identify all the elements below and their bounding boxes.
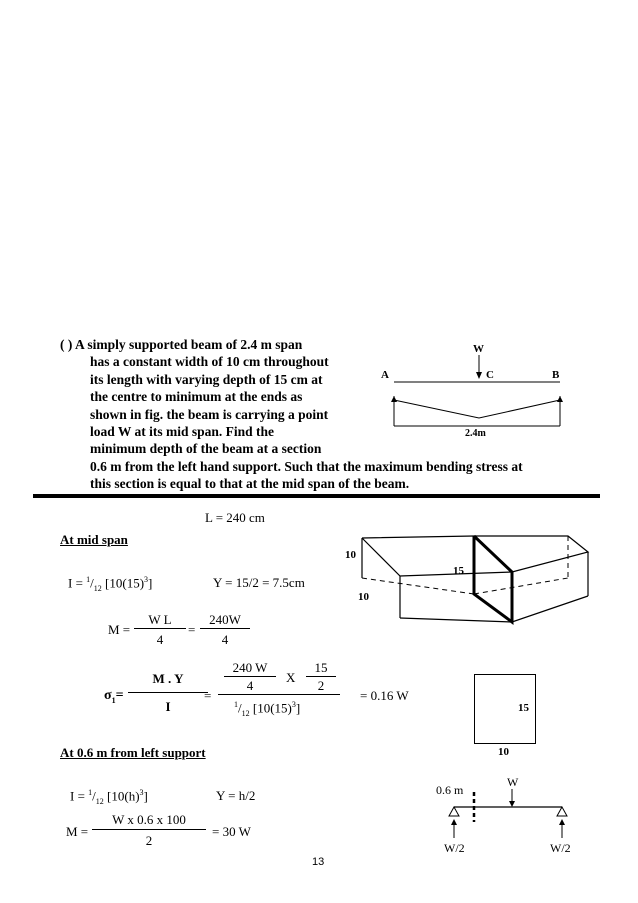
- ratio-num-c: 15: [314, 660, 328, 675]
- moment2-den: 4: [221, 632, 229, 647]
- moment3-num: W x 0.6 x 100: [112, 812, 186, 827]
- ratio-num-d: 2: [317, 678, 325, 693]
- beam-label-c: C: [486, 369, 494, 381]
- length-line: L = 240 cm: [205, 510, 265, 525]
- problem-line-9: this section is equal to that at the mid span of the beam.: [90, 476, 410, 492]
- problem-line-4: the centre to minimum at the ends as: [90, 389, 303, 405]
- ratio-bar-a: [224, 676, 276, 677]
- midspan-heading: At mid span: [60, 532, 128, 547]
- right-reaction-label: W/2: [550, 841, 571, 855]
- moment-fraction-bar: [134, 628, 186, 629]
- box-label-mid: 15: [453, 565, 464, 577]
- problem-line-8: 0.6 m from the left hand support. Such that the maximum bending stress at: [90, 458, 523, 474]
- page-number: 13: [312, 856, 325, 868]
- moment3-den: 2: [145, 833, 153, 848]
- right-support-arrow: [557, 396, 563, 402]
- moment2-num: 240W: [209, 612, 241, 627]
- box-hidden-1: [362, 578, 474, 594]
- beam-label-a: A: [381, 369, 389, 381]
- inertia-section: $I = ^1/_{12}$ $[10(h)^3]$: [70, 788, 148, 806]
- ratio-num-b: 4: [246, 678, 254, 693]
- ratio-main-bar: [218, 694, 340, 695]
- problem-line-6: load W at its mid span. Find the: [90, 424, 275, 440]
- beam-figure: [370, 338, 590, 443]
- sigma-symbol: $\sigma_1=$: [104, 688, 124, 705]
- moment2-fraction-bar: [200, 628, 250, 629]
- left-support-arrow: [391, 396, 397, 402]
- problem-line-2: has a constant width of 10 cm throughout: [90, 354, 329, 370]
- problem-line-1: ( ) A simply supported beam of 2.4 m span: [60, 337, 303, 352]
- sigma-den: I: [165, 699, 171, 714]
- y-mid: Y = 15/2 = 7.5cm: [213, 575, 305, 590]
- span-label: 2.4m: [465, 428, 486, 439]
- section-heading: At 0.6 m from left support: [60, 745, 206, 760]
- problem-line-3: its length with varying depth of 15 cm at: [90, 371, 323, 387]
- box-label-left-top: 10: [345, 549, 356, 561]
- support-load-head: [509, 801, 515, 807]
- inertia-mid: $I = ^1/_{12}$ $[10(15)^3]$: [68, 575, 153, 593]
- sigma-fraction-bar: [128, 692, 208, 693]
- sigma-result: = 0.16 W: [360, 688, 409, 703]
- left-reaction-label: W/2: [444, 841, 465, 855]
- moment-label: M =: [108, 622, 131, 637]
- support-figure: [432, 772, 592, 858]
- moment-num: W L: [148, 612, 172, 627]
- moment3-label: M =: [66, 824, 89, 839]
- moment-den: 4: [156, 632, 164, 647]
- load-arrow-head: [476, 372, 482, 379]
- left-reaction-head: [451, 819, 457, 825]
- beam-3d-figure: [340, 524, 590, 636]
- y-section: Y = h/2: [216, 788, 256, 803]
- support-load-label: W: [507, 775, 519, 789]
- problem-line-7: minimum depth of the beam at a section: [90, 441, 322, 457]
- box-label-left-bottom: 10: [358, 591, 369, 603]
- beam-label-b: B: [552, 369, 560, 381]
- moment3-fraction-bar: [92, 829, 206, 830]
- box-hidden-2: [474, 578, 568, 594]
- moment3-result: = 30 W: [212, 824, 251, 839]
- dist-label: 0.6 m: [436, 783, 464, 797]
- beam-load-label: W: [473, 343, 484, 355]
- section-divider: [33, 494, 600, 498]
- beam-bottom-profile: [394, 400, 560, 418]
- sigma-equals: =: [204, 688, 212, 703]
- left-support-triangle: [449, 807, 459, 816]
- ratio-times: X: [286, 670, 296, 685]
- ratio-bar-c: [306, 676, 336, 677]
- problem-number: ( ): [60, 337, 73, 352]
- cross-section-width: 10: [498, 746, 509, 758]
- right-support-triangle: [557, 807, 567, 816]
- cross-section-height: 15: [518, 702, 529, 714]
- ratio-num-a: 240 W: [232, 660, 268, 675]
- right-reaction-head: [559, 819, 565, 825]
- moment-equals: =: [188, 622, 196, 637]
- sigma-num: M . Y: [152, 671, 184, 686]
- box-midsection: [474, 536, 512, 622]
- problem-line-5: shown in fig. the beam is carrying a point: [90, 406, 329, 422]
- ratio-den: $^1/_{12}$ $[10(15)^3]$: [234, 700, 301, 718]
